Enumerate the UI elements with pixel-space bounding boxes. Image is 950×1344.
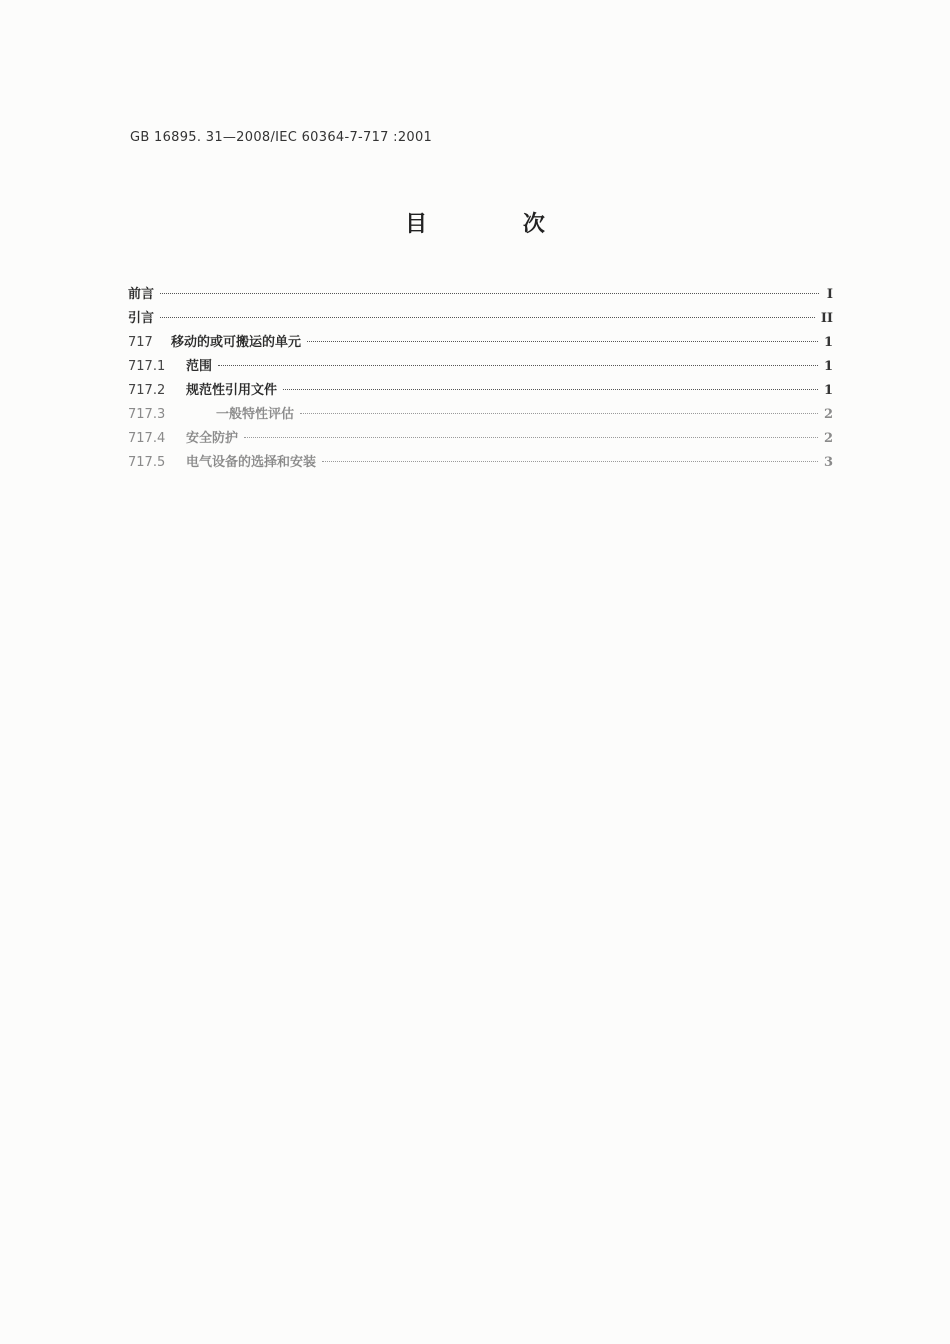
toc-entry-717[interactable]	[128, 331, 833, 355]
toc-entry-label: 范围	[186, 359, 213, 374]
toc-entry-717-5[interactable]	[128, 451, 833, 475]
toc-entry-introduction[interactable]	[128, 307, 833, 331]
toc-leader-dots	[307, 341, 818, 342]
toc-entry-number: 717.5	[128, 455, 166, 470]
toc-leader-dots	[322, 461, 818, 462]
toc-entry-label: 安全防护	[186, 431, 239, 446]
toc-entry-preface[interactable]	[128, 283, 833, 307]
toc-entry-717-4[interactable]	[128, 427, 833, 451]
toc-entry-page: 2	[823, 431, 833, 446]
toc-entry-number: 717	[128, 335, 153, 350]
toc-entry-717-1[interactable]	[128, 355, 833, 379]
standard-number: GB 16895. 31—2008/IEC 60364-7-717 :2001	[130, 130, 433, 145]
toc-entry-number: 717.2	[128, 383, 166, 398]
table-of-contents	[128, 283, 833, 475]
toc-leader-dots	[283, 389, 818, 390]
toc-entry-number: 717.4	[128, 431, 166, 446]
toc-leader-dots	[300, 413, 818, 414]
toc-entry-page: I	[826, 287, 833, 302]
toc-entry-label: 移动的或可搬运的单元	[171, 335, 302, 350]
toc-entry-label: 一般特性评估	[216, 407, 295, 422]
toc-entry-717-2[interactable]	[128, 379, 833, 403]
toc-leader-dots	[160, 293, 819, 294]
toc-entry-number: 717.1	[128, 359, 166, 374]
toc-leader-dots	[160, 317, 815, 318]
toc-entry-page: 1	[823, 383, 833, 398]
toc-entry-page: 1	[823, 335, 833, 350]
toc-leader-dots	[244, 437, 818, 438]
toc-leader-dots	[218, 365, 818, 366]
toc-entry-label: 前言	[128, 287, 155, 302]
toc-entry-label: 电气设备的选择和安装	[186, 455, 317, 470]
toc-entry-page: 3	[823, 455, 833, 470]
toc-entry-label: 规范性引用文件	[186, 383, 278, 398]
toc-entry-page: II	[820, 311, 833, 326]
toc-title: 目 次	[405, 212, 589, 237]
toc-entry-717-3[interactable]	[128, 403, 833, 427]
toc-entry-number: 717.3	[128, 407, 166, 422]
toc-entry-label: 引言	[128, 311, 155, 326]
toc-entry-page: 2	[823, 407, 833, 422]
toc-entry-page: 1	[823, 359, 833, 374]
